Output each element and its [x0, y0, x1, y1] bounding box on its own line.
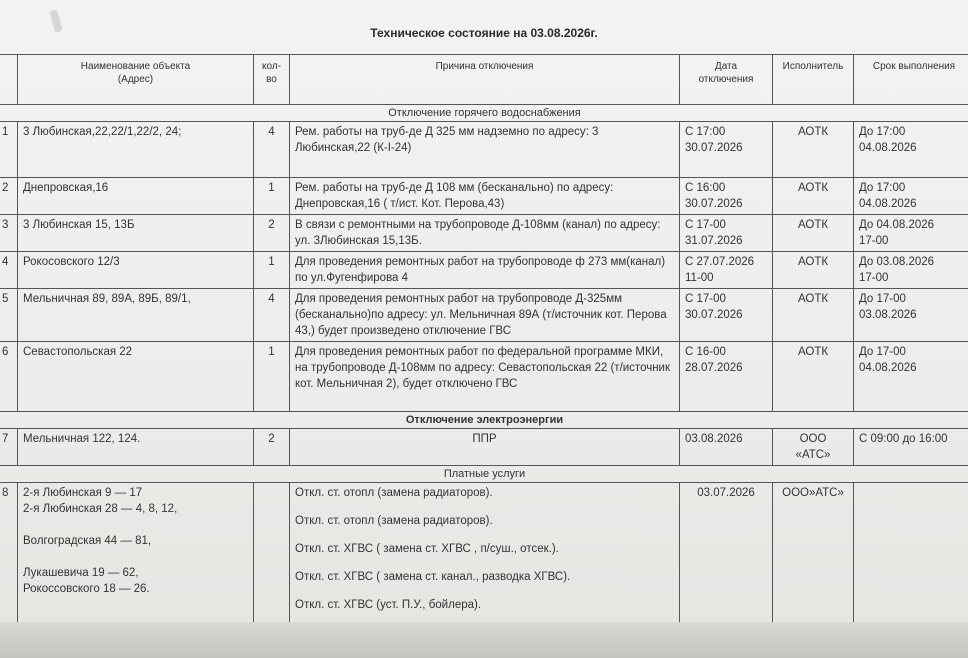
section-hot-water: Отключение горячего водоснабжения [0, 105, 968, 122]
row-deadline: До 17-00 04.08.2026 [854, 342, 968, 412]
row-num: 5 [0, 289, 18, 342]
row-deadline: До 03.08.2026 17-00 [854, 252, 968, 289]
row-executor: ООО»АТС» [773, 483, 854, 625]
row-deadline: До 17-00 03.08.2026 [854, 289, 968, 342]
row-qty: 1 [254, 342, 290, 412]
row-reason: Для проведения ремонтных работ по федеральной программе МКИ, на трубопроводе Д-108мм по адресу: Севастопольская 22 (т/источник кот. Мельничная 2), будет отключено ГВС [290, 342, 680, 412]
row-qty: 4 [254, 289, 290, 342]
section-row [0, 466, 968, 483]
section-row [0, 412, 968, 429]
row-deadline: С 09:00 до 16:00 [854, 429, 968, 466]
paid-reason-line: Откл. ст. ХГВС ( замена ст. канал., разводка ХГВС). [295, 571, 571, 583]
row-qty: 1 [254, 178, 290, 215]
header-date: Дата отключения [680, 55, 773, 105]
table-row [0, 342, 968, 412]
row-executor: АОТК [773, 122, 854, 178]
row-qty [254, 483, 290, 625]
row-qty: 1 [254, 252, 290, 289]
row-executor: ООО «АТС» [773, 429, 854, 466]
page-bottom-edge [0, 622, 968, 658]
row-reason: В связи с ремонтными на трубопроводе Д-108мм (канал) по адресу: ул. 3Любинская 15,13Б. [290, 215, 680, 252]
header-deadline: Срок выполнения [854, 55, 968, 105]
row-objects [18, 483, 254, 625]
header-executor: Исполнитель [773, 55, 854, 105]
row-reason: Для проведения ремонтных работ на трубопроводе Д-325мм (бесканально)по адресу: ул. Мельничная 89А (т/источник кот. Перова 43,) будет произведено отключение ГВС [290, 289, 680, 342]
row-date: С 17:00 30.07.2026 [680, 122, 773, 178]
row-num: 3 [0, 215, 18, 252]
row-date: С 27.07.2026 11-00 [680, 252, 773, 289]
row-date: С 16-00 28.07.2026 [680, 342, 773, 412]
table-row [0, 252, 968, 289]
table-row [0, 429, 968, 466]
paid-object-line: Лукашевича 19 — 62, [23, 567, 139, 579]
row-executor: АОТК [773, 215, 854, 252]
row-qty: 2 [254, 429, 290, 466]
row-object: Днепровская,16 [18, 178, 254, 215]
row-date: 03.08.2026 [680, 429, 773, 466]
table-row [0, 122, 968, 178]
table-row [0, 483, 968, 625]
paid-object-line: Волгоградская 44 — 81, [23, 535, 152, 547]
header-reason: Причина отключения [290, 55, 680, 105]
row-reason: Рем. работы на труб-де Д 108 мм (бесканально) по адресу: Днепровская,16 ( т/ист. Кот. Перова,43) [290, 178, 680, 215]
paid-reason-line: Откл. ст. отопл (замена радиаторов). [295, 515, 493, 527]
section-electric: Отключение электроэнергии [0, 412, 968, 429]
row-num: 7 [0, 429, 18, 466]
row-executor: АОТК [773, 342, 854, 412]
row-object: Рокосовского 12/3 [18, 252, 254, 289]
row-executor: АОТК [773, 289, 854, 342]
status-table [0, 54, 968, 625]
header-num [0, 55, 18, 105]
header-row [0, 55, 968, 105]
row-date: С 16:00 30.07.2026 [680, 178, 773, 215]
row-num: 2 [0, 178, 18, 215]
row-reasons [290, 483, 680, 625]
row-reason: ППР [290, 429, 680, 466]
row-date: 03.07.2026 [680, 483, 773, 625]
row-object: 3 Любинская,22,22/1,22/2, 24; [18, 122, 254, 178]
row-num: 6 [0, 342, 18, 412]
row-qty: 4 [254, 122, 290, 178]
row-deadline: До 04.08.2026 17-00 [854, 215, 968, 252]
row-num: 8 [0, 483, 18, 625]
row-reason: Для проведения ремонтных работ на трубопроводе ф 273 мм(канал) по ул.Фугенфирова 4 [290, 252, 680, 289]
row-object: Мельничная 122, 124. [18, 429, 254, 466]
header-object: Наименование объекта (Адрес) [18, 55, 254, 105]
row-deadline: До 17:00 04.08.2026 [854, 122, 968, 178]
paid-reason-line: Откл. ст. ХГВС (уст. П.У., бойлера). [295, 599, 482, 611]
paid-object-line: Рокоссовского 18 — 26. [23, 583, 150, 595]
header-qty: кол- во [254, 55, 290, 105]
table-row [0, 215, 968, 252]
paid-object-line: 2-я Любинская 28 — 4, 8, 12, [23, 503, 178, 515]
paid-object-line [23, 549, 248, 565]
row-date: С 17-00 31.07.2026 [680, 215, 773, 252]
row-object: Мельничная 89, 89А, 89Б, 89/1, [18, 289, 254, 342]
table-row [0, 289, 968, 342]
section-row [0, 105, 968, 122]
row-reason: Рем. работы на труб-де Д 325 мм надземно по адресу: 3 Любинская,22 (К-I-24) [290, 122, 680, 178]
row-deadline: До 17:00 04.08.2026 [854, 178, 968, 215]
row-object: Севастопольская 22 [18, 342, 254, 412]
paid-object-line: 2-я Любинская 9 — 17 [23, 487, 143, 499]
row-num: 1 [0, 122, 18, 178]
row-executor: АОТК [773, 252, 854, 289]
table-row [0, 178, 968, 215]
row-object: 3 Любинская 15, 13Б [18, 215, 254, 252]
document-title: Техническое состояние на 03.08.2026г. [370, 26, 598, 40]
paid-object-line [23, 517, 248, 533]
row-deadline [854, 483, 968, 625]
paid-reason-line: Откл. ст. ХГВС ( замена ст. ХГВС , п/суш., отсек.). [295, 543, 559, 555]
row-date: С 17-00 30.07.2026 [680, 289, 773, 342]
paid-reason-line: Откл. ст. отопл (замена радиаторов). [295, 487, 493, 499]
section-paid: Платные услуги [0, 466, 968, 483]
row-qty: 2 [254, 215, 290, 252]
row-executor: АОТК [773, 178, 854, 215]
row-num: 4 [0, 252, 18, 289]
